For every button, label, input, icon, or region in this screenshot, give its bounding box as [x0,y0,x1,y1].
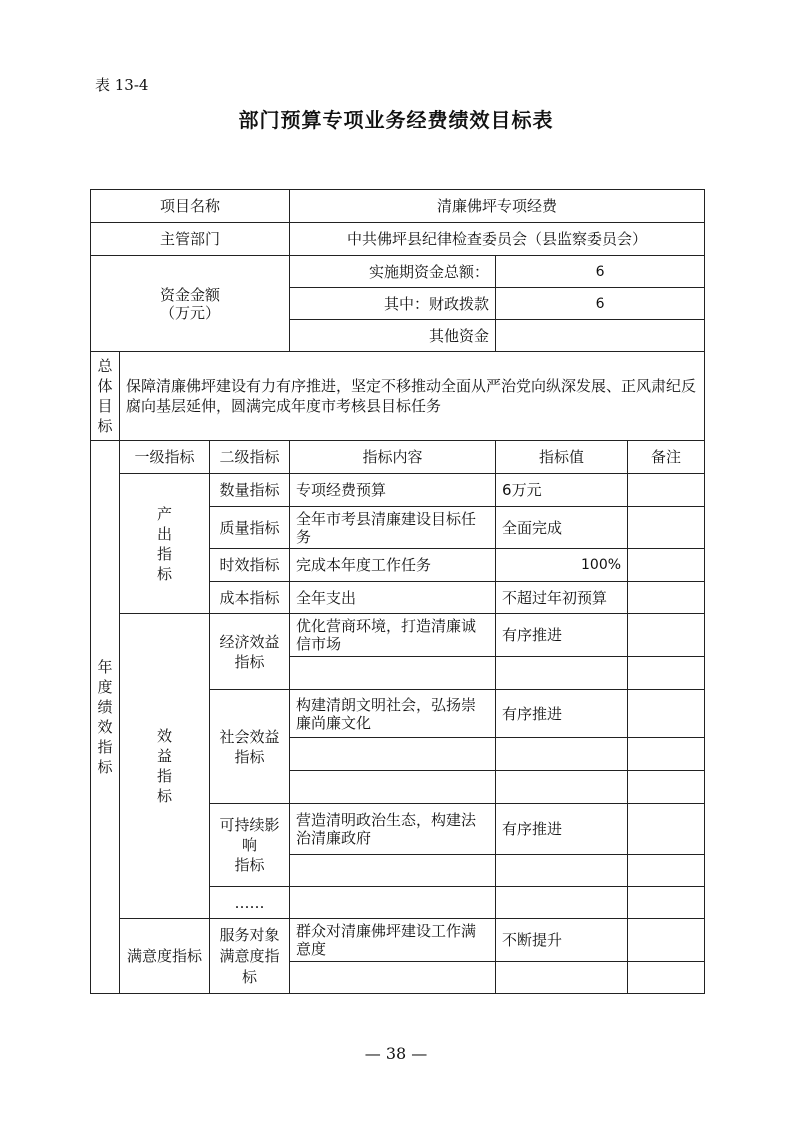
table-row [91,441,705,474]
service-satisfaction-label: 服务对象满意度指标 [210,919,290,994]
empty-cell [628,738,705,771]
benefit-indicators-label: 效 益 指 标 [120,614,210,919]
table-row [91,614,705,657]
output-level2: 成本指标 [210,582,290,614]
fund-other-label: 其他资金 [290,320,496,352]
economic-content: 优化营商环境，打造清廉诚信市场 [290,614,496,657]
output-note [628,474,705,507]
more-indicators-ellipsis: …… [210,887,290,919]
satisfaction-indicators-label: 满意度指标 [120,919,210,994]
overall-goal-label: 总 体 目 标 [91,352,120,441]
empty-cell [496,962,628,994]
performance-table [90,189,705,994]
fund-label-line1: 资金金额 [160,285,221,304]
empty-cell [628,657,705,690]
social-content: 构建清朗文明社会，弘扬崇廉尚廉文化 [290,690,496,738]
output-content: 全年市考县清廉建设目标任务 [290,507,496,549]
satisfaction-note [628,919,705,962]
output-note [628,582,705,614]
project-name-value: 清廉佛坪专项经费 [290,190,705,223]
header-level2: 二级指标 [210,441,290,474]
satisfaction-content: 群众对清廉佛坪建设工作满意度 [290,919,496,962]
empty-cell [290,887,496,919]
output-indicators-label: 产 出 指 标 [120,474,210,614]
output-value: 全面完成 [496,507,628,549]
fund-label [91,256,290,352]
header-level1: 一级指标 [120,441,210,474]
header-content: 指标内容 [290,441,496,474]
output-value: 不超过年初预算 [496,582,628,614]
table-row [91,919,705,962]
empty-cell [628,855,705,887]
empty-cell [290,855,496,887]
empty-cell [628,962,705,994]
fund-label-line2: （万元） [160,303,221,322]
empty-cell [496,738,628,771]
empty-cell [290,771,496,804]
empty-cell [496,771,628,804]
output-level2: 质量指标 [210,507,290,549]
social-value: 有序推进 [496,690,628,738]
satisfaction-value: 不断提升 [496,919,628,962]
table-row [91,223,705,256]
fund-fiscal-label: 其中：财政拨款 [290,288,496,320]
output-note [628,507,705,549]
fund-total-value: 6 [496,256,705,288]
output-level2: 时效指标 [210,549,290,582]
economic-value: 有序推进 [496,614,628,657]
empty-cell [290,657,496,690]
dept-value: 中共佛坪县纪律检查委员会（县监察委员会） [290,223,705,256]
social-note [628,690,705,738]
header-value: 指标值 [496,441,628,474]
sustainable-value: 有序推进 [496,804,628,855]
output-level2: 数量指标 [210,474,290,507]
output-value: 100% [496,549,628,582]
empty-cell [290,962,496,994]
empty-cell [496,887,628,919]
table-row [91,190,705,223]
table-row [91,474,705,507]
economic-note [628,614,705,657]
output-content: 全年支出 [290,582,496,614]
output-note [628,549,705,582]
economic-benefit-label: 经济效益指标 [210,614,290,690]
output-content: 完成本年度工作任务 [290,549,496,582]
page-number: — 38 — [364,1044,428,1063]
page-title: 部门预算专项业务经费绩效目标表 [238,108,554,132]
social-benefit-label: 社会效益指标 [210,690,290,804]
empty-cell [496,657,628,690]
sustainable-impact-label: 可持续影 响 指标 [210,804,290,887]
empty-cell [290,738,496,771]
header-note: 备注 [628,441,705,474]
output-content: 专项经费预算 [290,474,496,507]
fund-other-value [496,320,705,352]
table-number: 表 13-4 [95,76,149,94]
annual-indicators-label: 年 度 绩 效 指 标 [91,441,120,994]
fund-total-label: 实施期资金总额： [290,256,496,288]
sustainable-content: 营造清明政治生态，构建法治清廉政府 [290,804,496,855]
empty-cell [628,887,705,919]
empty-cell [496,855,628,887]
fund-fiscal-value: 6 [496,288,705,320]
dept-label: 主管部门 [91,223,290,256]
table-row [91,256,705,288]
project-name-label: 项目名称 [91,190,290,223]
overall-goal-text: 保障清廉佛坪建设有力有序推进，坚定不移推动全面从严治党向纵深发展、正风肃纪反腐向基层延伸，圆满完成年度市考核县目标任务 [120,352,705,441]
table-row [91,352,705,441]
empty-cell [628,771,705,804]
output-value: 6万元 [496,474,628,507]
sustainable-note [628,804,705,855]
